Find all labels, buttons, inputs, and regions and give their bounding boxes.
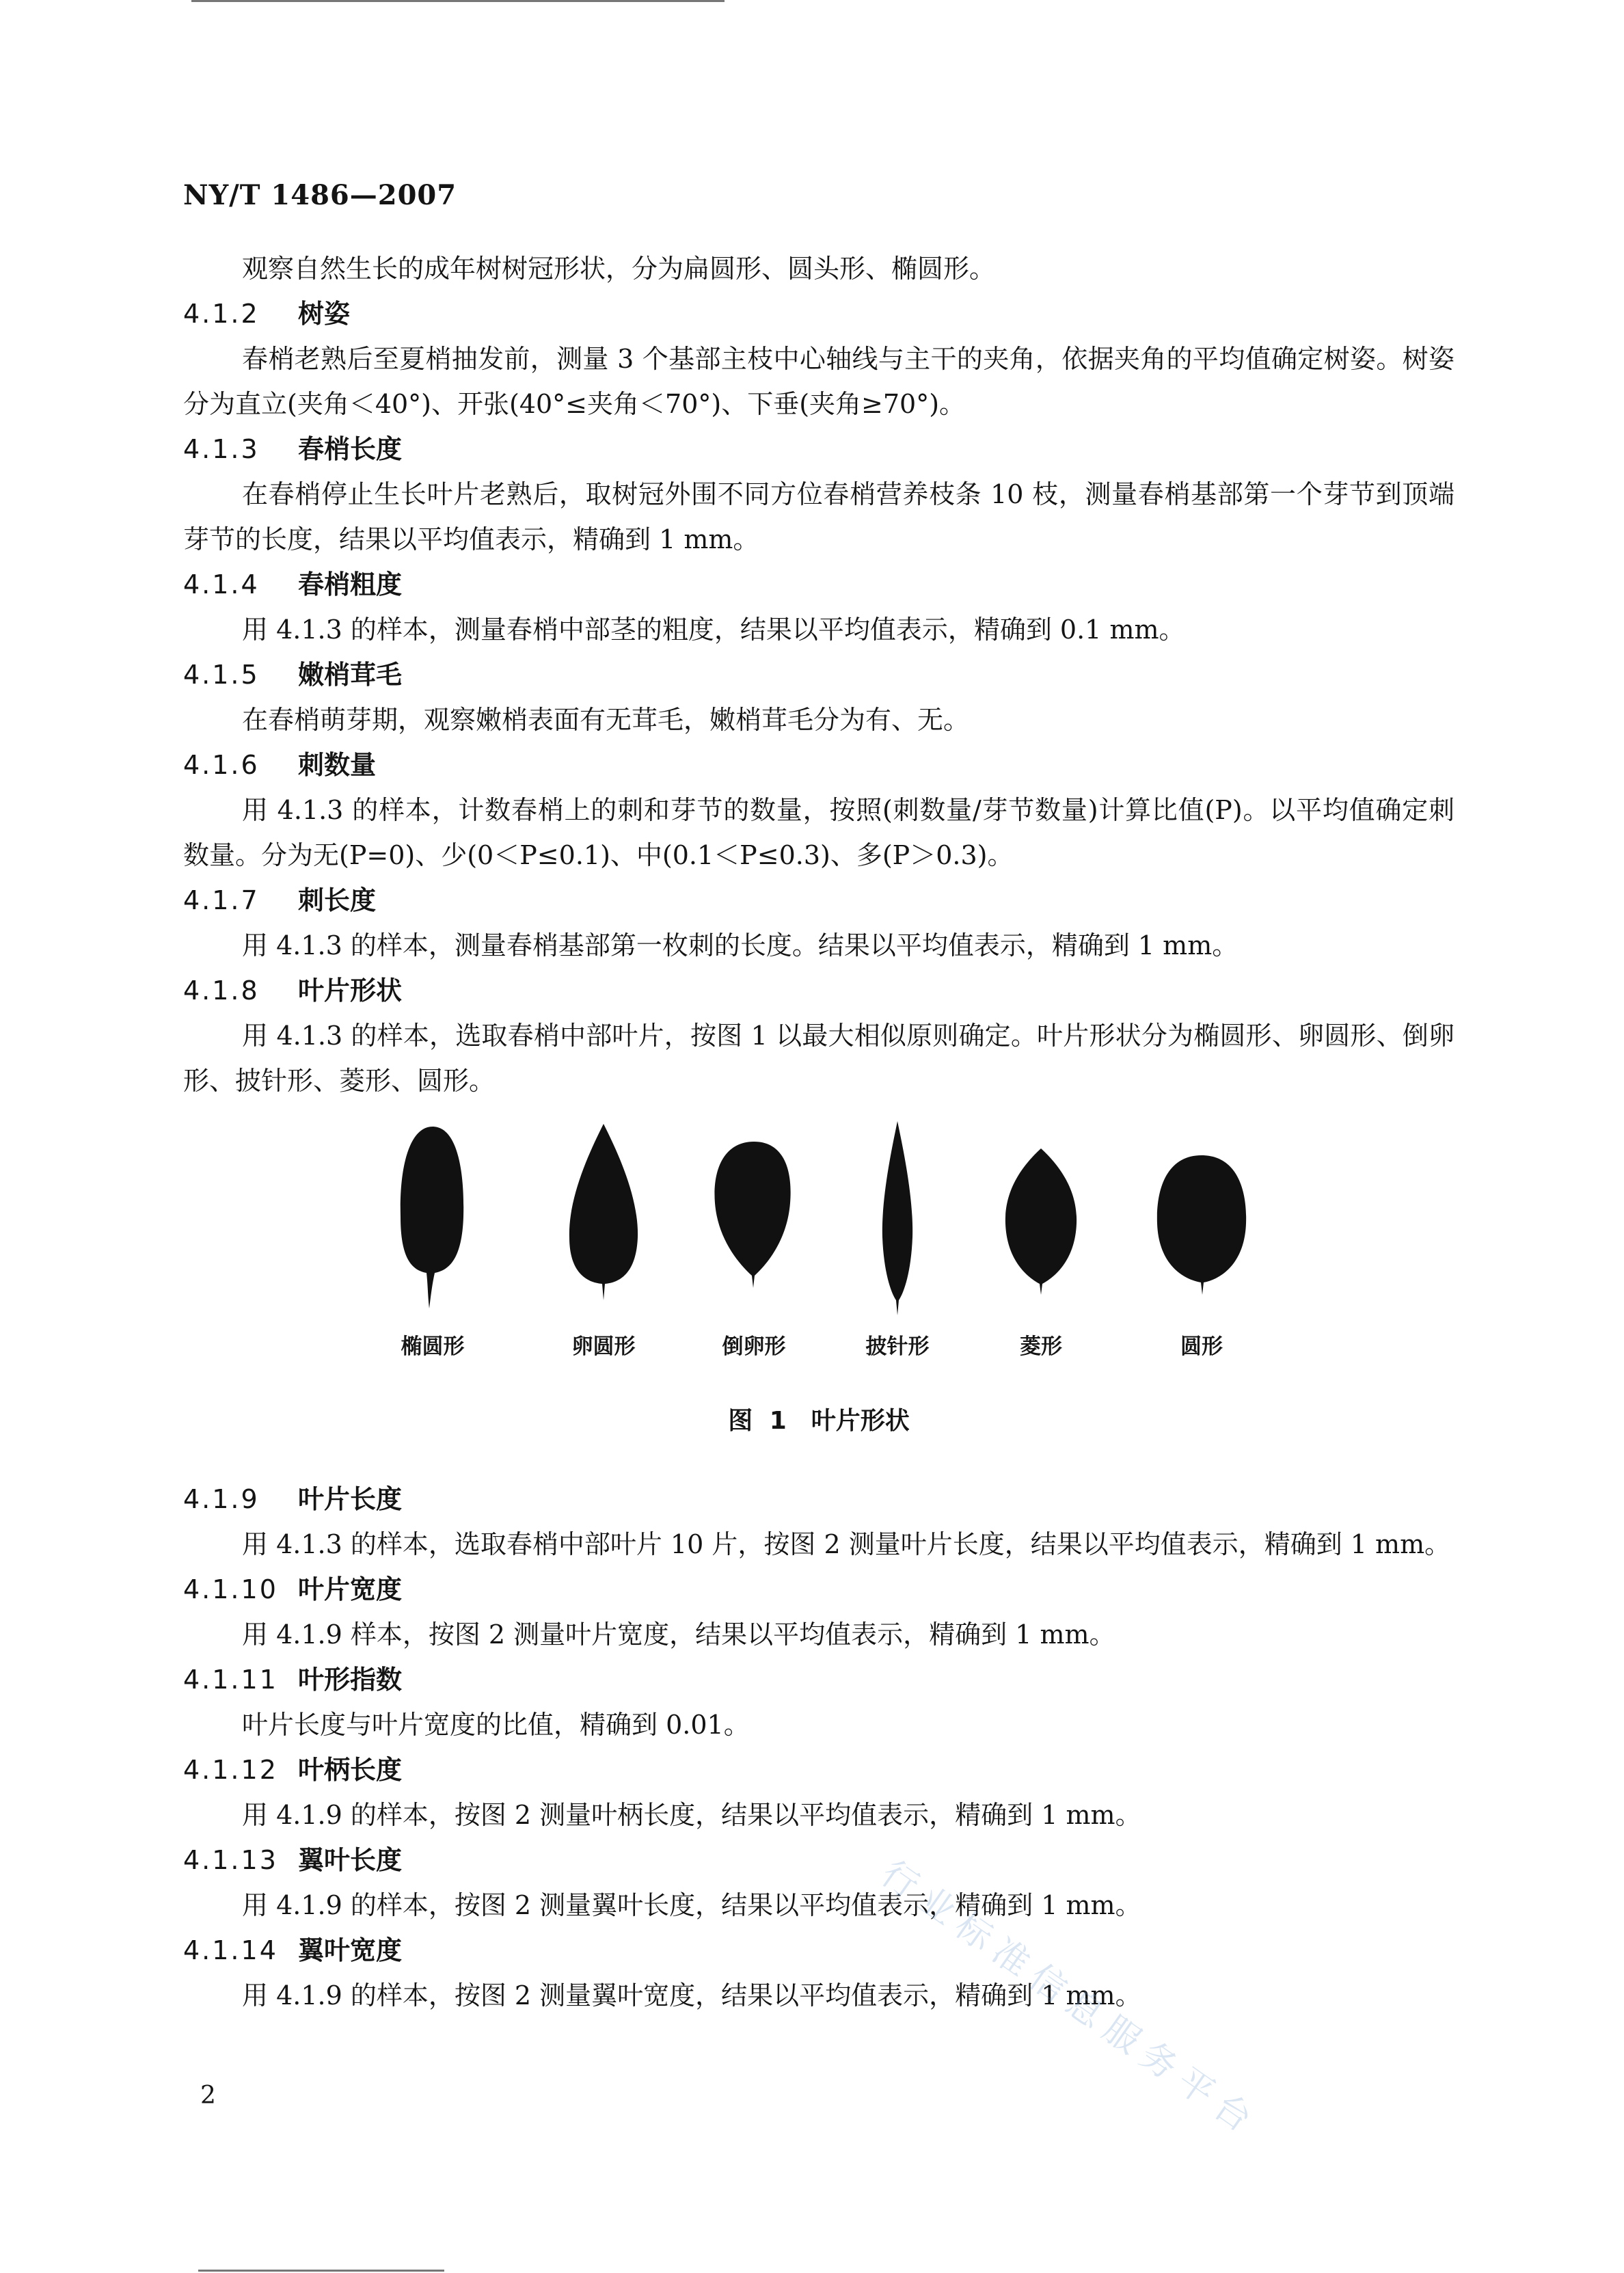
section-number: 4.1.2 <box>183 299 260 329</box>
section-heading <box>183 742 1454 788</box>
section-heading <box>183 291 1454 336</box>
section <box>183 1928 1454 2018</box>
section-body: 用 4.1.3 的样本，测量春梢基部第一枚刺的长度。结果以平均值表示，精确到 1 mm。 <box>242 930 1239 960</box>
section-title: 叶片宽度 <box>298 1574 403 1604</box>
leaf-label: 圆形 <box>1180 1334 1223 1359</box>
leaf-label: 披针形 <box>865 1334 930 1359</box>
section-number: 4.1.10 <box>183 1574 278 1604</box>
section-heading <box>183 1747 1454 1792</box>
section-heading <box>183 1567 1454 1612</box>
elliptic-leaf-icon <box>395 1121 470 1326</box>
section <box>183 427 1454 562</box>
section-heading <box>183 968 1454 1013</box>
section-number: 4.1.4 <box>183 569 260 600</box>
section-title: 叶片长度 <box>298 1484 403 1514</box>
section-title: 叶片形状 <box>298 976 403 1006</box>
section-list-after-figure <box>183 1477 1454 2018</box>
section-number: 4.1.11 <box>183 1665 278 1695</box>
section-list-before-figure <box>183 291 1454 1103</box>
section-title: 春梢长度 <box>298 434 403 464</box>
standard-code-header: NY/T 1486—2007 <box>183 179 457 211</box>
leaf-shape-item <box>682 1121 826 1360</box>
section-body: 用 4.1.9 的样本，按图 2 测量翼叶长度，结果以平均值表示，精确到 1 mm。 <box>242 1890 1141 1920</box>
section-number: 4.1.12 <box>183 1755 278 1785</box>
section-title: 翼叶宽度 <box>298 1935 403 1965</box>
leaf-label: 椭圆形 <box>401 1334 465 1359</box>
section <box>183 1657 1454 1747</box>
section-heading <box>183 1838 1454 1883</box>
figure-caption: 图 1 叶片形状 <box>728 1407 910 1435</box>
scan-artifact-top <box>191 0 725 2</box>
leaf-shape-item <box>826 1121 969 1360</box>
section <box>183 1567 1454 1657</box>
document-body <box>183 246 1454 2018</box>
section-body: 春梢老熟后至夏梢抽发前，测量 3 个基部主枝中心轴线与主干的夹角，依据夹角的平均值确定树姿。树姿分为直立(夹角＜40°)、开张(40°≤夹角＜70°)、下垂(夹角≥70°)。 <box>183 344 1454 419</box>
section-title: 刺长度 <box>298 885 377 915</box>
section-number: 4.1.14 <box>183 1935 278 1965</box>
section <box>183 1747 1454 1838</box>
section-body: 用 4.1.9 的样本，按图 2 测量叶柄长度，结果以平均值表示，精确到 1 mm。 <box>242 1800 1141 1830</box>
section-number: 4.1.6 <box>183 750 260 780</box>
section <box>183 562 1454 652</box>
section-heading <box>183 1477 1454 1522</box>
section-body: 用 4.1.9 样本，按图 2 测量叶片宽度，结果以平均值表示，精确到 1 mm。 <box>242 1619 1115 1650</box>
leaf-shape-item <box>532 1121 675 1360</box>
section-title: 翼叶长度 <box>298 1845 403 1875</box>
section-title: 叶形指数 <box>298 1665 403 1695</box>
section-title: 刺数量 <box>298 750 377 780</box>
section <box>183 878 1454 968</box>
section-title: 树姿 <box>298 299 351 329</box>
watermark: 行业标准信息服务平台 <box>874 1853 1267 2146</box>
section-number: 4.1.8 <box>183 976 260 1006</box>
section-heading <box>183 1657 1454 1702</box>
section-body: 叶片长度与叶片宽度的比值，精确到 0.01。 <box>242 1710 750 1740</box>
lanceolate-leaf-icon <box>870 1121 925 1326</box>
section <box>183 1838 1454 1928</box>
section-heading <box>183 1928 1454 1973</box>
section <box>183 968 1454 1103</box>
leaf-shape-item <box>1130 1121 1273 1360</box>
ovate-leaf-icon <box>563 1121 645 1326</box>
section-number: 4.1.13 <box>183 1845 278 1875</box>
leaf-shape-item <box>969 1121 1113 1360</box>
obovate-leaf-icon <box>709 1121 798 1326</box>
section-body: 在春梢萌芽期，观察嫩梢表面有无茸毛，嫩梢茸毛分为有、无。 <box>242 705 970 735</box>
section-number: 4.1.7 <box>183 885 260 915</box>
section-body: 用 4.1.3 的样本，选取春梢中部叶片，按图 1 以最大相似原则确定。叶片形状分为椭圆形、卵圆形、倒卵形、披针形、菱形、圆形。 <box>183 1021 1454 1096</box>
section-number: 4.1.5 <box>183 660 260 690</box>
figure-1-leaf-shapes <box>183 1121 1454 1477</box>
section-body: 用 4.1.3 的样本，计数春梢上的刺和芽节的数量，按照(刺数量/芽节数量)计算比值(P)。以平均值确定刺数量。分为无(P=0)、少(0＜P≤0.1)、中(0.1＜P≤0.3)、多(P＞0.3)。 <box>183 795 1454 870</box>
section-heading <box>183 562 1454 607</box>
round-leaf-icon <box>1150 1121 1253 1326</box>
section <box>183 291 1454 427</box>
section-body: 用 4.1.9 的样本，按图 2 测量翼叶宽度，结果以平均值表示，精确到 1 mm。 <box>242 1980 1141 2010</box>
rhombic-leaf-icon <box>1000 1121 1082 1326</box>
section-heading <box>183 878 1454 923</box>
section-title: 春梢粗度 <box>298 569 403 600</box>
section-heading <box>183 652 1454 697</box>
section-number: 4.1.3 <box>183 434 260 464</box>
section <box>183 1477 1454 1567</box>
section-body: 用 4.1.3 的样本，测量春梢中部茎的粗度，结果以平均值表示，精确到 0.1 mm。 <box>242 615 1185 645</box>
section-number: 4.1.9 <box>183 1484 260 1514</box>
section-heading <box>183 427 1454 472</box>
scan-artifact-bottom <box>198 2270 444 2272</box>
leaf-label: 菱形 <box>1020 1334 1062 1359</box>
section-title: 叶柄长度 <box>298 1755 403 1785</box>
intro-paragraph: 观察自然生长的成年树树冠形状，分为扁圆形、圆头形、椭圆形。 <box>242 254 996 284</box>
section-body: 用 4.1.3 的样本，选取春梢中部叶片 10 片，按图 2 测量叶片长度，结果以平均值表示，精确到 1 mm。 <box>242 1529 1451 1559</box>
section <box>183 652 1454 742</box>
section-title: 嫩梢茸毛 <box>298 660 403 690</box>
section-body: 在春梢停止生长叶片老熟后，取树冠外围不同方位春梢营养枝条 10 枝，测量春梢基部第一个芽节到顶端芽节的长度，结果以平均值表示，精确到 1 mm。 <box>183 479 1454 554</box>
section <box>183 742 1454 878</box>
leaf-shape-item <box>361 1121 504 1360</box>
leaf-label: 卵圆形 <box>571 1334 636 1359</box>
leaf-label: 倒卵形 <box>722 1334 786 1359</box>
page-number: 2 <box>200 2082 216 2110</box>
